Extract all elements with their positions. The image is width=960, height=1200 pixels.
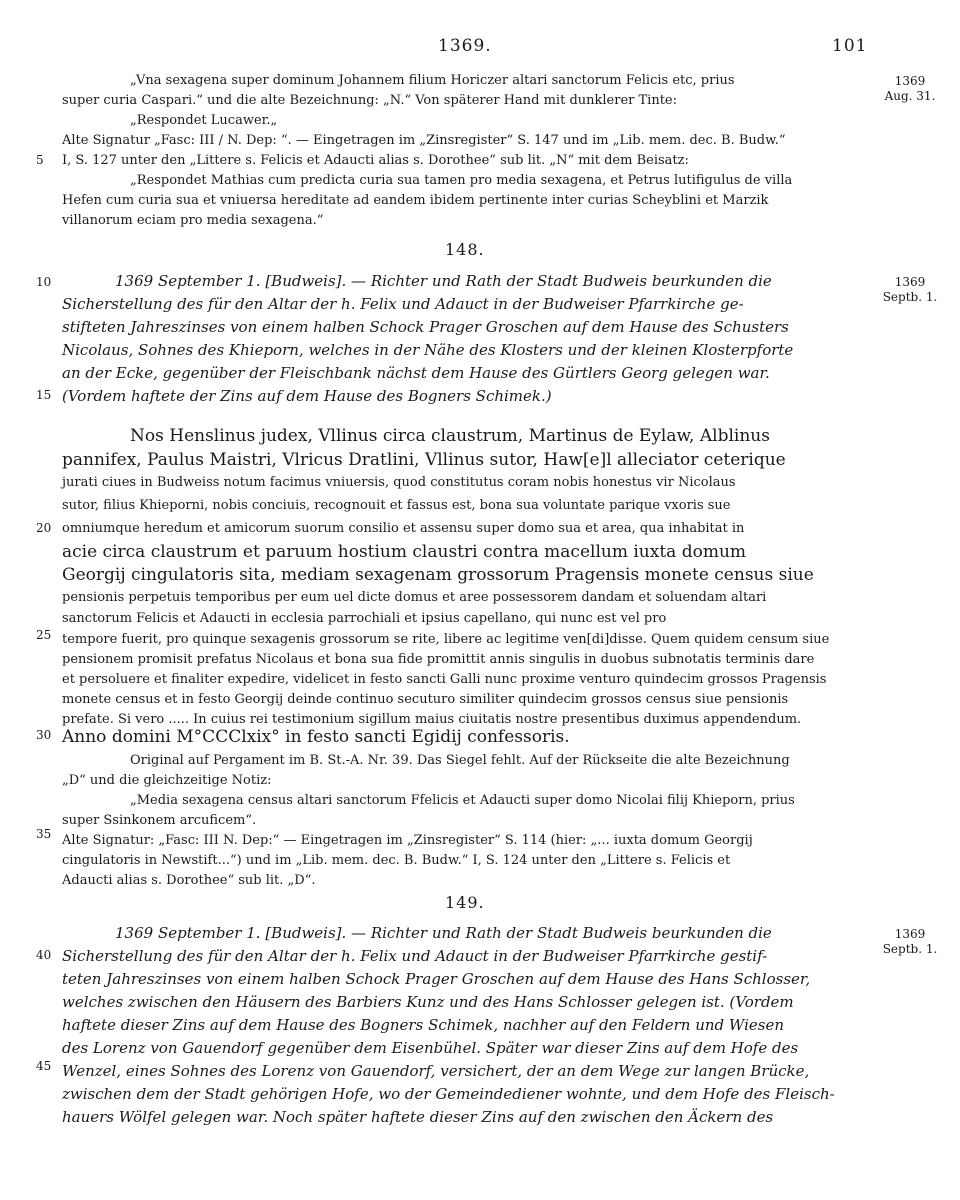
text-line: sanctorum Felicis et Adaucti in ecclesia parrochiali et ipsius capellano, qui nunc est vel pro <box>62 611 667 626</box>
note-line: „D“ und die gleichzeitige Notiz: <box>62 773 272 788</box>
margin-date: 1369 Septb. 1. <box>882 275 938 304</box>
line-number: 30 <box>36 728 52 742</box>
text-line: monete census et in festo Georgij deinde continuo secuturo similiter quindecim grossos census siue pensionis <box>62 692 789 707</box>
note-line: cingulatoris in Newstift...“) und im „Lib. mem. dec. B. Budw.“ I, S. 124 unter den „Littere s. Felicis et <box>62 853 731 868</box>
note-line: super curia Caspari.“ und die alte Bezeichnung: „N.“ Von späterer Hand mit dunklerer Tinte: <box>62 93 677 108</box>
regest-line: Nicolaus, Sohnes des Khieporn, welches in der Nähe des Klosters und der kleinen Klosterpforte <box>62 341 794 359</box>
regest-line: an der Ecke, gegenüber der Fleischbank nächst dem Hause des Gürtlers Georg gelegen war. <box>62 364 770 382</box>
text-line: jurati ciues in Budweiss notum facimus vniuersis, quod constitutus coram nobis honestus vir Nicolaus <box>62 475 736 490</box>
regest-line: 1369 September 1. [Budweis]. — Richter und Rath der Stadt Budweis beurkunden die <box>115 272 772 290</box>
note-line: „Respondet Lucawer.„ <box>130 113 278 128</box>
regest-line: hauers Wölfel gelegen war. Noch später haftete dieser Zins auf den zwischen den Äckern des <box>62 1108 774 1126</box>
text-line: et persoluere et finaliter expedire, videlicet in festo sancti Galli nunc proxime venturo quindecim grossos Pragensis <box>62 672 827 687</box>
note-line: super Ssinkonem arcuficem“. <box>62 813 257 828</box>
line-number: 45 <box>36 1059 52 1073</box>
note-line: villanorum eciam pro media sexagena.“ <box>62 213 324 228</box>
regest-line: zwischen dem der Stadt gehörigen Hofe, wo der Gemeindediener wohnte, und dem Hofe des Fleisch- <box>62 1085 835 1103</box>
note-line: „Vna sexagena super dominum Johannem filium Horiczer altari sanctorum Felicis etc, prius <box>130 73 735 88</box>
note-line: Alte Signatur „Fasc: III / N. Dep: “. — Eingetragen im „Zinsregister“ S. 147 und im „Lib. mem. dec. B. Budw.“ <box>62 133 786 148</box>
text-line: Nos Henslinus judex, Vllinus circa claustrum, Martinus de Eylaw, Alblinus <box>130 426 770 446</box>
text-line: prefate. Si vero ..... In cuius rei testimonium sigillum maius ciuitatis nostre presentibus duximus appendendum. <box>62 712 802 727</box>
regest-line: Sicherstellung des für den Altar der h. Felix und Adauct in der Budweiser Pfarrkirche ge- <box>62 295 744 313</box>
note-line: Alte Signatur: „Fasc: III N. Dep:“ — Eingetragen im „Zinsregister“ S. 114 (hier: „... iuxta domum Georgij <box>62 833 753 848</box>
text-line: omniumque heredum et amicorum suorum consilio et assensu super domo sua et area, qua inhabitat in <box>62 521 745 536</box>
regest-line: welches zwischen den Häusern des Barbiers Kunz und des Hans Schlosser gelegen ist. (Vordem <box>62 993 794 1011</box>
regest-line: haftete dieser Zins auf dem Hause des Bogners Schimek, nachher auf den Feldern und Wiesen <box>62 1016 784 1034</box>
regest-line: stifteten Jahreszinses von einem halben Schock Prager Groschen auf dem Hause des Schusters <box>62 318 789 336</box>
regest-line: teten Jahreszinses von einem halben Schock Prager Groschen auf dem Hause des Hans Schlosser, <box>62 970 811 988</box>
document-number: 149. <box>445 893 485 912</box>
text-line: acie circa claustrum et paruum hostium claustri contra macellum iuxta domum <box>62 542 747 562</box>
line-number: 35 <box>36 827 52 841</box>
text-line: tempore fuerit, pro quinque sexagenis grossorum se rite, libere ac legitime ven[di]disse. Quem quidem censum siue <box>62 632 830 647</box>
line-number: 5 <box>36 153 44 167</box>
regest-line: des Lorenz von Gauendorf gegenüber dem Eisenbühel. Später war dieser Zins auf dem Hofe des <box>62 1039 799 1057</box>
note-line: Original auf Pergament im B. St.-A. Nr. 39. Das Siegel fehlt. Auf der Rückseite die alte Bezeichnung <box>130 753 790 768</box>
line-number: 40 <box>36 948 52 962</box>
line-number: 20 <box>36 521 52 535</box>
margin-date-prev: 1369 Aug. 31. <box>884 74 936 103</box>
regest-line: Sicherstellung des für den Altar der h. Felix und Adauct in der Budweiser Pfarrkirche gestif- <box>62 947 768 965</box>
page-header-year: 1369. <box>438 36 492 56</box>
note-line: „Media sexagena census altari sanctorum Ffelicis et Adaucti super domo Nicolai filij Khieporn, prius <box>130 793 795 808</box>
margin-date: 1369 Septb. 1. <box>882 927 938 956</box>
text-line: Georgij cingulatoris sita, mediam sexagenam grossorum Pragensis monete census siue <box>62 565 814 585</box>
document-number: 148. <box>445 240 485 259</box>
note-line: Hefen cum curia sua et vniuersa hereditate ad eandem ibidem pertinente inter curias Scheyblini et Marzik <box>62 193 769 208</box>
text-line: pannifex, Paulus Maistri, Vlricus Dratlini, Vllinus sutor, Haw[e]l alleciator ceterique <box>62 450 786 470</box>
text-line: pensionis perpetuis temporibus per eum uel dicte domus et aree possessorem dandam et soluendam altari <box>62 590 767 605</box>
page-number: 101 <box>832 36 868 56</box>
note-line: I, S. 127 unter den „Littere s. Felicis et Adaucti alias s. Dorothee“ sub lit. „N“ mit dem Beisatz: <box>62 153 689 168</box>
regest-line: (Vordem haftete der Zins auf dem Hause des Bogners Schimek.) <box>62 387 552 405</box>
line-number: 25 <box>36 628 52 642</box>
regest-line: 1369 September 1. [Budweis]. — Richter und Rath der Stadt Budweis beurkunden die <box>115 924 772 942</box>
text-line: sutor, filius Khieporni, nobis conciuis, recognouit et fassus est, bona sua voluntate parique vxoris sue <box>62 498 731 513</box>
text-line: pensionem promisit prefatus Nicolaus et bona sua fide promittit annis singulis in duobus subnotatis terminis dare <box>62 652 815 667</box>
note-line: „Respondet Mathias cum predicta curia sua tamen pro media sexagena, et Petrus lutifigulus de villa <box>130 173 793 188</box>
line-number: 15 <box>36 388 52 402</box>
note-line: Adaucti alias s. Dorothee“ sub lit. „D“. <box>62 873 316 888</box>
line-number: 10 <box>36 275 52 289</box>
regest-line: Wenzel, eines Sohnes des Lorenz von Gauendorf, versichert, der an dem Wege zur langen Brücke, <box>62 1062 810 1080</box>
text-line: Anno domini M°CCClxix° in festo sancti Egidij confessoris. <box>62 727 570 747</box>
